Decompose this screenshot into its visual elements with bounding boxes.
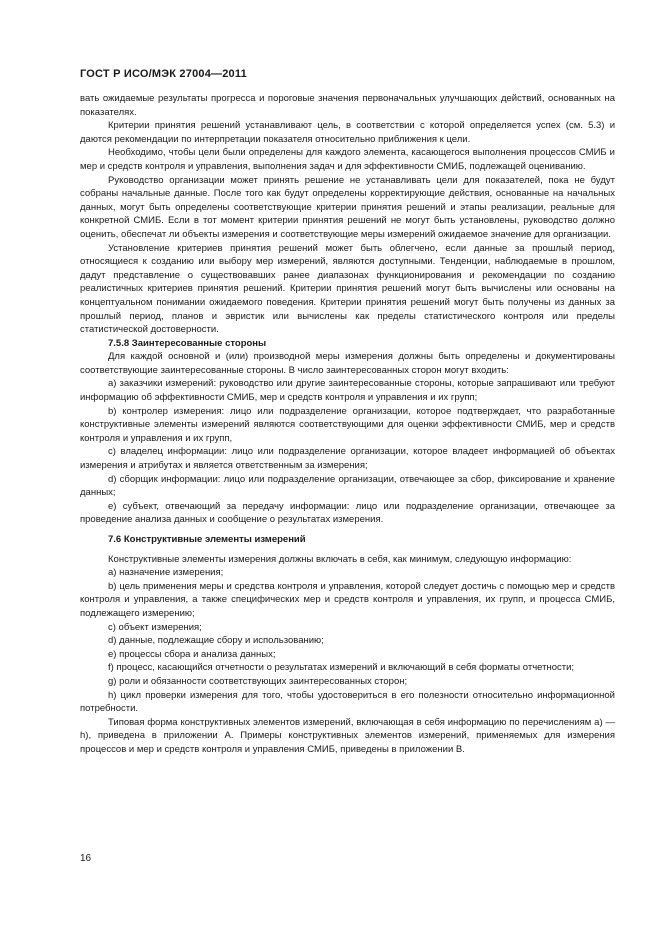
section-heading-7-6: 7.6 Конструктивные элементы измерений <box>108 534 306 545</box>
list-item: b) цель применения меры и средства контроля и управления, которой следует достичь с помощью мер и средств контроля и управления, а также специфических мер и средств контроля и управления, их групп, и процесса СМИБ, подлежащего измерению; <box>80 580 615 619</box>
list-item: h) цикл проверки измерения для того, чтобы удостовериться в его полезности относительно информационной потребности. <box>80 689 615 715</box>
list-item: e) процессы сбора и анализа данных; <box>108 648 276 660</box>
list-item: a) назначение измерения; <box>108 567 224 579</box>
paragraph: Установление критериев принятия решений может быть облегчено, если данные за прошлый период, относящиеся к созданию или выбору мер измерений, являются доступными. Тенденции, наблюдаемые в прошлом, дадут представление о существовавших ранее диапазонах функционирования и рекомендации по созданию реалистичных критериев принятия решений. Критерии принятия решений могут быть вычислены или основаны на концептуальном понимании ожидаемого поведения. Критерии принятия решений могут быть получены из данных за прошлый период, планов и эвристик или вычислены как пределы статистического контроля или пределы статистической достоверности. <box>80 242 615 336</box>
list-item: b) контролер измерения: лицо или подразделение организации, которое подтверждает, что разработанные конструктивные элементы измерений являются соответствующими для оценки эффективности СМИБ, мер и средств контроля и управления и их групп, <box>80 405 615 444</box>
list-item: g) роли и обязанности соответствующих заинтересованных сторон; <box>108 675 408 687</box>
document-body <box>80 92 615 757</box>
list-item: c) владелец информации: лицо или подразделение организации, которое владеет информацией об объектах измерения и атрибутах и является ответственным за измерения; <box>80 446 615 472</box>
paragraph: Конструктивные элементы измерения должны включать в себя, как минимум, следующую информацию: <box>108 553 572 565</box>
paragraph: вать ожидаемые результаты прогресса и пороговые значения первоначальных улучшающих действий, основанных на показателях. <box>80 93 615 118</box>
paragraph: Руководство организации может принять решение не устанавливать цели для показателей, пока не будут собраны начальные данные. После того как будут определены корректирующие действия, основанные на начальных данных, могут быть определены соответствующие критерии принятия решений и этапы реализации, реальные для конкретной СМИБ. Если в тот момент критерии принятия решений не могут быть установлены, руководство должно оценить, обеспечат ли объекты измерения и соответствующие меры измерений ожидаемое значение для организации. <box>80 174 615 240</box>
list-item: d) данные, подлежащие сбору и использованию; <box>108 635 324 647</box>
list-item: c) объект измерения; <box>108 621 202 633</box>
paragraph: Критерии принятия решений устанавливают цель, в соответствии с которой определяется успех (см. 5.3) и даются рекомендации по интерпретации показателя относительно приближения к цели. <box>80 120 615 145</box>
document-header: ГОСТ Р ИСО/МЭК 27004—2011 <box>80 68 247 80</box>
list-item: a) заказчики измерений: руководство или другие заинтересованные стороны, которые запрашивают или требуют информацию об эффективности СМИБ, мер и средств контроля и управления и их групп; <box>80 378 615 404</box>
list-item: d) сборщик информации: лицо или подразделение организации, отвечающее за сбор, фиксирование и хранение данных; <box>80 473 615 499</box>
list-item: f) процесс, касающийся отчетности о результатах измерений и включающий в себя форматы отчетности; <box>108 662 575 674</box>
section-heading-7-5-8: 7.5.8 Заинтересованные стороны <box>108 337 267 349</box>
paragraph: Типовая форма конструктивных элементов измерений, включающая в себя информацию по перечислениям а) — h), приведена в приложении А. Примеры конструктивных элементов измерений, применяемых для измерения процессов и мер и средств контроля и управления СМИБ, приведены в приложении В. <box>80 716 615 755</box>
page-number: 16 <box>80 853 92 864</box>
list-item: e) субъект, отвечающий за передачу информации: лицо или подразделение организации, отвечающее за проведение анализа данных и сообщение о результатах измерения. <box>80 500 615 526</box>
paragraph: Необходимо, чтобы цели были определены для каждого элемента, касающегося выполнения процессов СМИБ и мер и средств контроля и управления, выполнения задач и для эффективности СМИБ, подлежащей оцениванию. <box>80 147 615 172</box>
paragraph: Для каждой основной и (или) производной меры измерения должны быть определены и документированы соответствующие заинтересованные стороны. В число заинтересованных сторон могут входить: <box>80 351 615 376</box>
